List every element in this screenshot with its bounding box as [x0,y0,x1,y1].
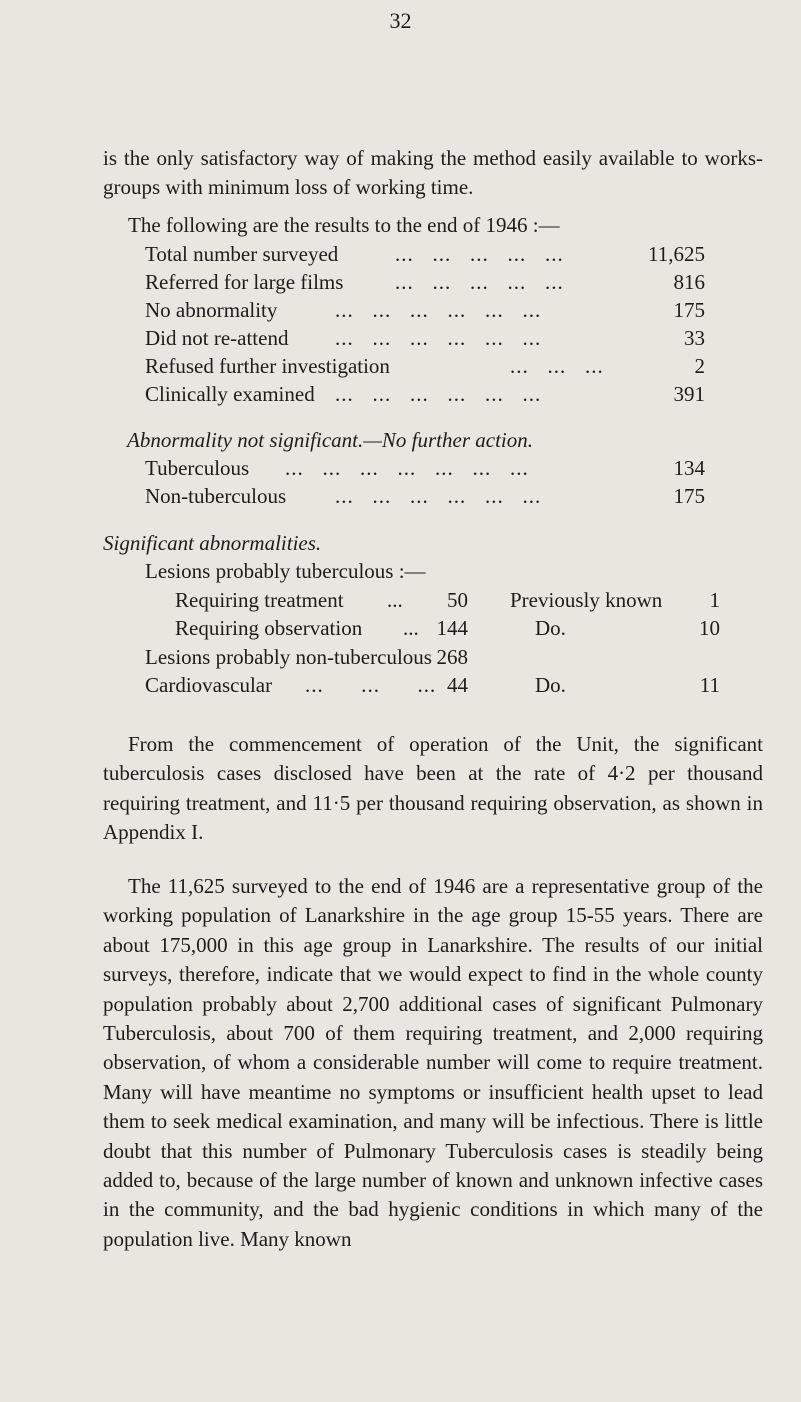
leader-dots: ... ... ... [510,354,604,378]
results-label: Total number surveyed [145,242,339,266]
results-value: 2 [694,354,705,378]
results-value: 33 [684,326,705,350]
significant-label: Requiring observation [175,616,363,640]
leader-dots: ... ... ... ... ... ... ... [285,456,529,480]
significant-row [175,616,720,644]
leader-dots: ... ... ... ... ... ... [335,298,542,322]
significant-note: Do. [535,673,566,697]
results-label: No abnormality [145,298,278,322]
not-significant-row [145,484,705,512]
not-significant-label: Tuberculous [145,456,250,480]
results-intro: The following are the results to the end of 1946 :— [128,213,560,237]
leader-dots: ... [403,616,419,640]
significant-value: 50 [447,588,468,612]
not-significant-value: 175 [673,484,705,508]
significant-row [145,673,720,701]
results-row [145,270,705,298]
leader-dots: ... ... ... ... ... [395,270,564,294]
significant-note: Previously known [510,588,663,612]
leader-dots: ... [387,588,403,612]
significant-value: 144 [436,616,468,640]
significant-label: Cardiovascular [145,673,273,697]
paragraph-surveyed [103,872,763,1254]
significant-note-value: 1 [709,588,720,612]
leader-dots: ... ... ... ... ... ... [335,484,542,508]
significant-note: Do. [535,616,566,640]
results-row [145,354,705,382]
results-label: Did not re-attend [145,326,289,350]
significant-label: Requiring treatment [175,588,344,612]
leader-dots: ... ... ... ... ... [395,242,564,266]
results-label: Refused further investigation [145,354,390,378]
paragraph-commencement [103,730,763,848]
results-row [145,298,705,326]
paragraph-surveyed-text: The 11,625 surveyed to the end of 1946 are a representative group of the working population of Lanarkshire in the age group 15-55 years. There are about 175,000 in this age group in Lanarkshire. The results of our initial surveys, therefore, indicate that we would expect to find in the whole county population probably about 2,700 additional cases of significant Pulmonary Tuberculosis, about 700 of them requiring treatment, and 2,000 requiring observation, of whom a considerable number will come to require treatment. Many will have meantime no symptoms or insufficient health upset to lead them to seek medical examination, and many will be infectious. There is little doubt that this number of Pulmonary Tuberculosis cases is steadily being added to, because of the large number of known and unknown infective cases in the community, and the bad hygienic conditions in which many of the population live. Many known [103,874,763,1251]
significant-value: 44 [447,673,468,697]
results-value: 175 [673,298,705,322]
significant-value: 268 [436,645,468,669]
not-significant-heading: Abnormality not significant.—No further action. [127,428,533,452]
results-value: 391 [673,382,705,406]
paragraph-commencement-text: From the commencement of operation of the Unit, the significant tuberculosis cases disclosed have been at the rate of 4·2 per thousand requiring treatment, and 11·5 per thousand requiring observation, as shown in Appendix I. [103,732,763,845]
opening-paragraph: is the only satisfactory way of making the method easily available to works-groups with minimum loss of working time. [103,146,763,200]
results-value: 11,625 [648,242,705,266]
significant-heading: Significant abnormalities. [103,531,322,555]
leader-dots: ... ... ... ... ... ... [335,382,542,406]
not-significant-label: Non-tuberculous [145,484,287,508]
results-row [145,382,705,410]
leader-dots: ... ... ... ... ... ... [335,326,542,350]
leader-dots: ... ... ... [305,673,437,697]
not-significant-value: 134 [673,456,705,480]
significant-note-value: 11 [699,673,720,697]
significant-row [145,645,720,673]
significant-row [175,588,720,616]
significant-note-value: 10 [699,616,720,640]
significant-label: Lesions probably non-tuberculous [145,645,432,669]
lesions-tuberculous-label: Lesions probably tuberculous :— [145,559,426,583]
results-label: Clinically examined [145,382,315,406]
results-value: 816 [673,270,705,294]
results-row [145,326,705,354]
not-significant-row [145,456,705,484]
results-row [145,242,705,270]
results-label: Referred for large films [145,270,344,294]
page-number: 32 [389,8,412,33]
